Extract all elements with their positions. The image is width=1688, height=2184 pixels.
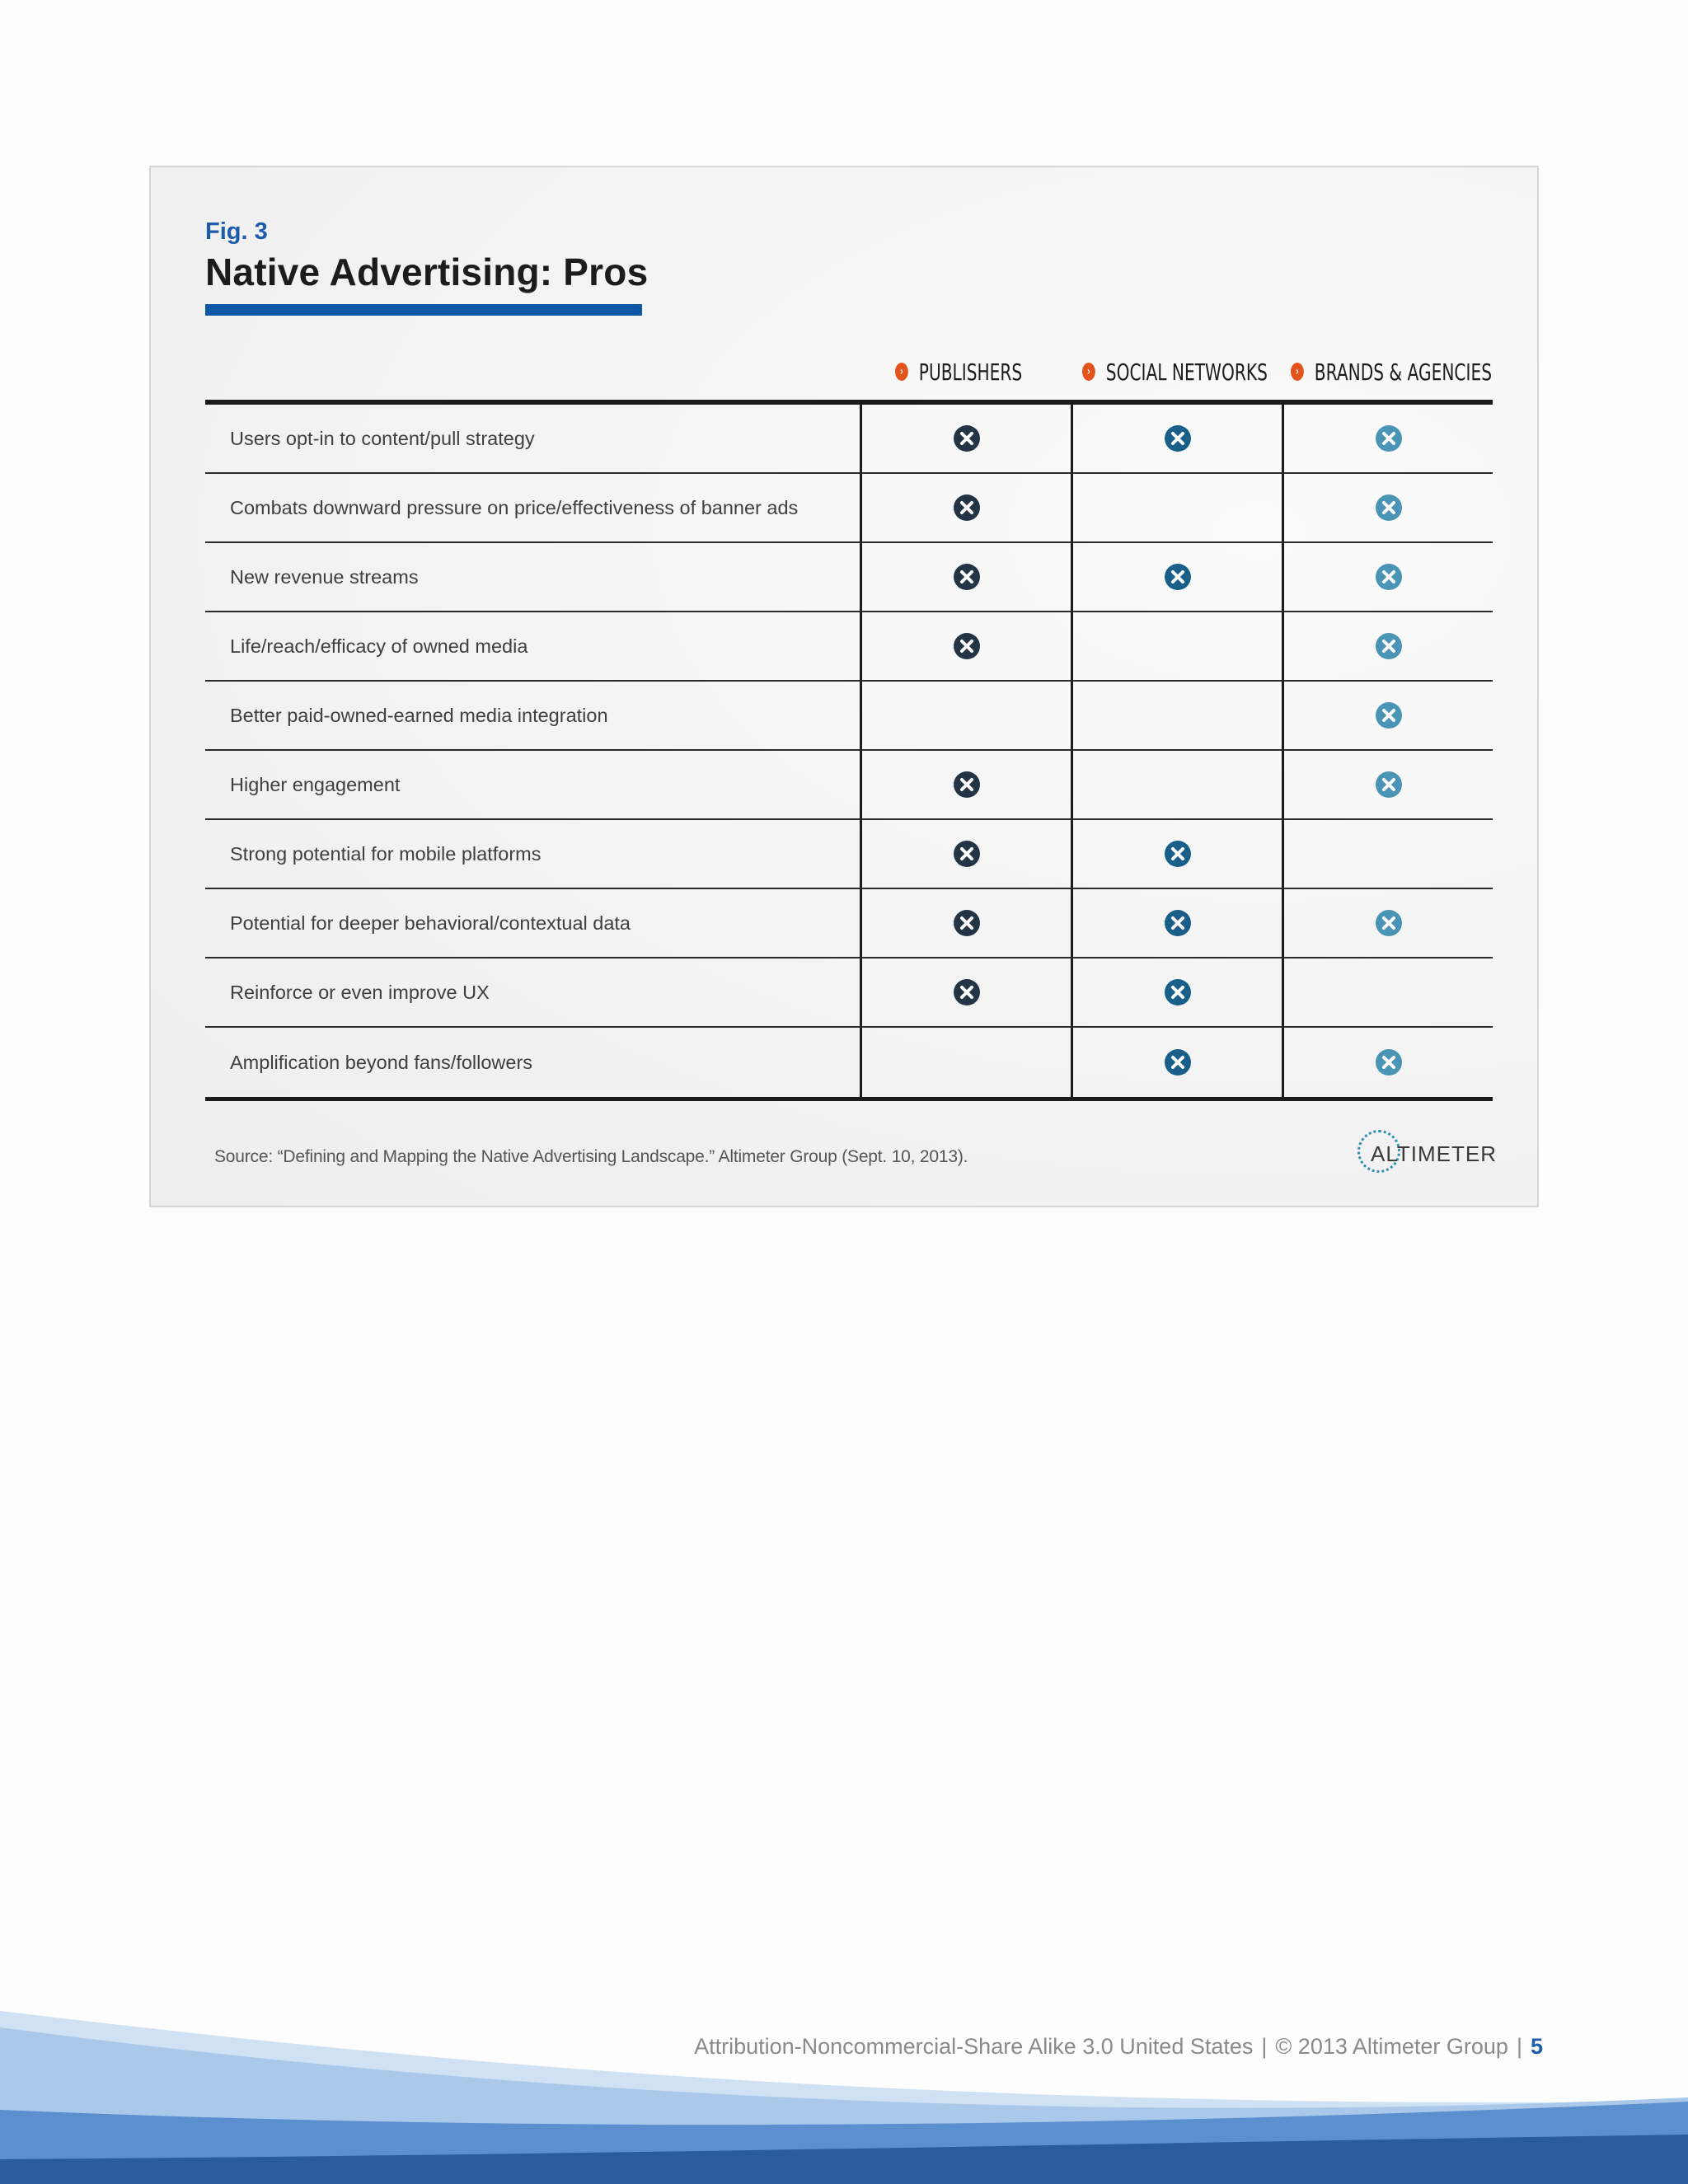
column-header-label: BRANDS & AGENCIES [1314,358,1492,386]
row-label: Better paid-owned-earned media integration [230,704,608,726]
mark-cell [1282,682,1493,749]
column-header-publishers [895,355,1022,388]
mark-cell [1071,543,1282,611]
table-row [205,889,1493,958]
row-label: Reinforce or even improve UX [230,981,490,1003]
mark-cell [860,1028,1071,1097]
row-label: Life/reach/efficacy of owned media [230,635,528,657]
mark-cell [1071,682,1282,749]
row-label: Potential for deeper behavioral/contextual data [230,912,631,934]
x-circle-icon [1375,563,1403,591]
x-circle-icon [953,771,981,799]
altimeter-logo [1357,1128,1506,1178]
table-row [205,612,1493,682]
mark-cell [1071,612,1282,680]
mark-cell [1282,405,1493,472]
chevron-right-icon: › [1082,363,1095,381]
footer-copyright: © 2013 Altimeter Group [1275,2034,1508,2059]
mark-cell [1071,820,1282,888]
mark-cell [1282,474,1493,541]
row-label: Users opt-in to content/pull strategy [230,427,535,449]
mark-cell [1071,889,1282,957]
row-label: Strong potential for mobile platforms [230,842,542,865]
mark-cell [1282,820,1493,888]
mark-cell [860,820,1071,888]
x-circle-icon [1375,424,1403,452]
mark-cell [1282,543,1493,611]
mark-cell [1282,889,1493,957]
x-circle-icon [953,632,981,660]
table-row [205,958,1493,1028]
mark-cell [860,889,1071,957]
chevron-right-icon: › [1291,363,1304,381]
x-circle-icon [1375,771,1403,799]
x-circle-icon [1164,563,1192,591]
x-circle-icon [1164,1048,1192,1076]
table-row [205,543,1493,612]
x-circle-icon [953,840,981,868]
footer-separator: | [1261,2034,1268,2059]
x-circle-icon [1375,1048,1403,1076]
source-note: Source: “Defining and Mapping the Native Advertising Landscape.” Altimeter Group (Sept. 10, 2013). [214,1147,968,1166]
mark-cell [1071,958,1282,1026]
logo-text: ALTIMETER [1371,1141,1497,1166]
mark-cell [1071,1028,1282,1097]
column-header-label: SOCIAL NETWORKS [1105,358,1268,386]
x-circle-icon [1375,494,1403,522]
table-row [205,405,1493,474]
x-circle-icon [953,978,981,1006]
footer-license: Attribution-Noncommercial-Share Alike 3.0 United States [694,2034,1254,2059]
x-circle-icon [953,909,981,937]
mark-cell [860,405,1071,472]
mark-cell [1282,958,1493,1026]
row-label: New revenue streams [230,565,419,588]
title-underline [205,304,642,316]
mark-cell [1071,751,1282,818]
row-label: Combats downward pressure on price/effectiveness of banner ads [230,496,799,518]
table-row [205,682,1493,751]
x-circle-icon [1375,701,1403,729]
pros-table [205,400,1493,1101]
column-header-label: PUBLISHERS [918,358,1023,386]
table-row [205,820,1493,889]
mark-cell [1282,612,1493,680]
x-circle-icon [1164,909,1192,937]
mark-cell [860,751,1071,818]
column-header-social-networks [1082,355,1268,388]
page-number: 5 [1530,2034,1543,2059]
x-circle-icon [953,424,981,452]
mark-cell [860,474,1071,541]
mark-cell [860,958,1071,1026]
x-circle-icon [1375,909,1403,937]
mark-cell [1071,405,1282,472]
x-circle-icon [1164,978,1192,1006]
mark-cell [860,682,1071,749]
mark-cell [1282,751,1493,818]
column-header-brands-agencies [1291,355,1492,388]
table-row [205,751,1493,820]
figure-label: Fig. 3 [205,218,268,245]
page-footer [694,2034,1543,2060]
mark-cell [1282,1028,1493,1097]
x-circle-icon [953,563,981,591]
table-row [205,1028,1493,1097]
x-circle-icon [953,494,981,522]
x-circle-icon [1164,424,1192,452]
x-circle-icon [1164,840,1192,868]
row-label: Higher engagement [230,773,401,795]
figure-card [149,166,1539,1207]
mark-cell [860,543,1071,611]
chevron-right-icon: › [895,363,908,381]
x-circle-icon [1375,632,1403,660]
figure-title: Native Advertising: Pros [205,251,649,293]
footer-separator: | [1516,2034,1522,2059]
mark-cell [860,612,1071,680]
row-label: Amplification beyond fans/followers [230,1051,533,1073]
mark-cell [1071,474,1282,541]
table-row [205,474,1493,543]
